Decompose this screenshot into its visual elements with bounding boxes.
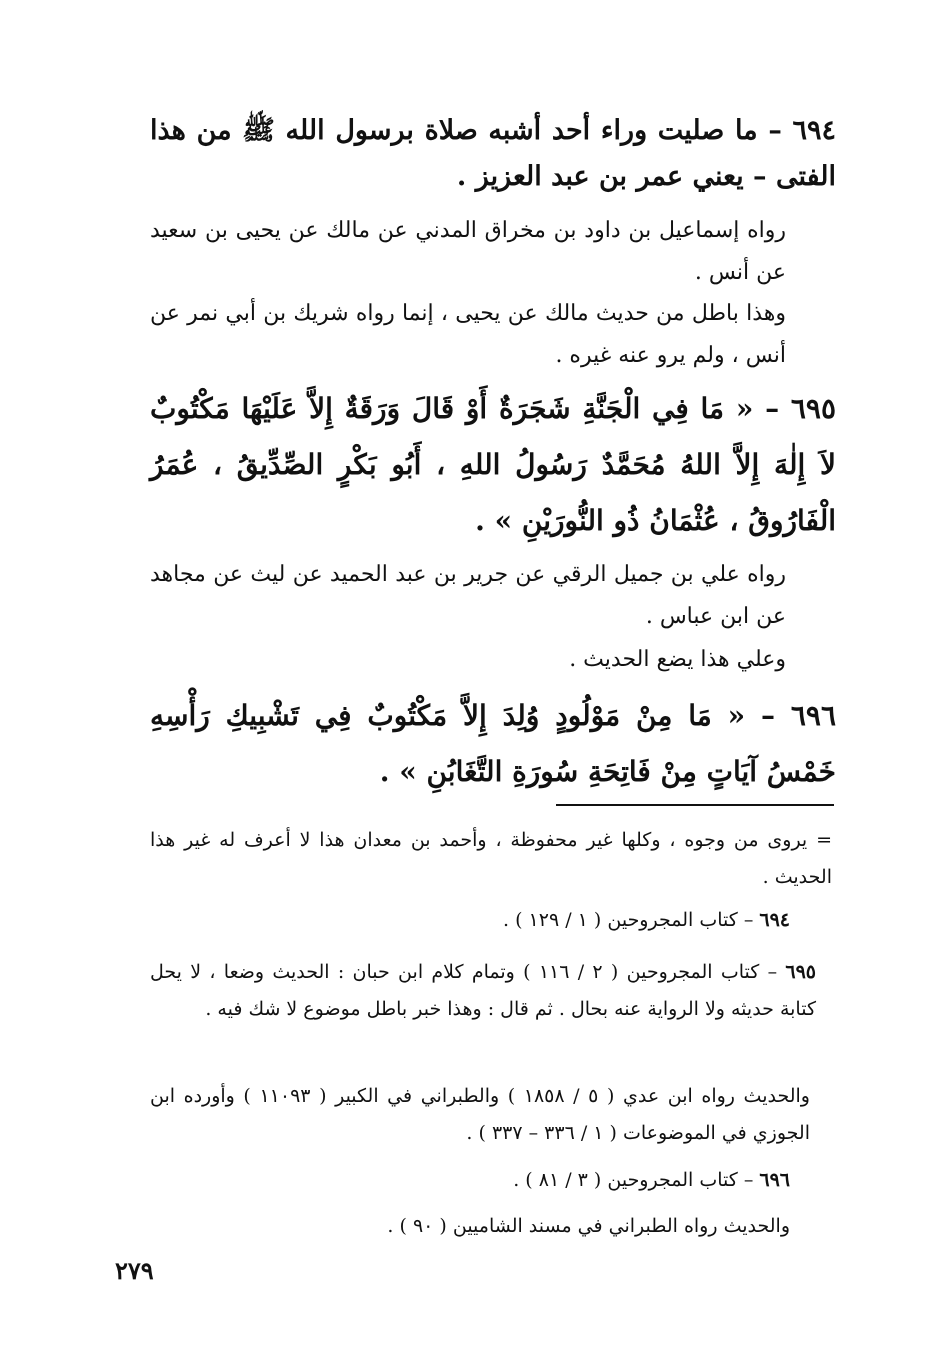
- footnote-696-extra: والحديث رواه الطبراني في مسند الشاميين ( ٩٠ ) .: [387, 1215, 790, 1237]
- footnote-text: كتاب المجروحين ( ٢ / ١١٦ ) وتمام كلام ابن حبان : الحديث وضعا ، لا يحل كتابة حديثه ولا الرواية عنه بحال . ثم قال : وهذا خبر باطل موضوع لا شك فيه .: [150, 961, 816, 1020]
- footnote-696: ٦٩٦ – كتاب المجروحين ( ٣ / ٨١ ) .: [513, 1169, 790, 1191]
- footnote-continuation: = يروى من وجوه ، وكلها غير محفوظة ، وأحمد بن معدان هذا لا أعرف له غير هذا الحديث .: [150, 829, 832, 888]
- hadith-695-note-2: وعلي هذا يضع الحديث .: [569, 647, 786, 672]
- footnote-number: ٦٩٥: [785, 961, 816, 983]
- hadith-694: ٦٩٤ – ما صليت وراء أحد أشبه صلاة برسول الله ﷺ من هذا الفتى – يعني عمر بن عبد العزيز .: [150, 115, 836, 192]
- page-number: ٢٧٩: [115, 1256, 154, 1285]
- hadith-number: ٦٩٤: [792, 115, 836, 146]
- footnote-695-extra: والحديث رواه ابن عدي ( ٥ / ١٨٥٨ ) والطبراني في الكبير ( ١١٠٩٣ ) وأورده ابن الجوزي في الموضوعات ( ١ / ٣٣٦ – ٣٣٧ ) .: [150, 1085, 810, 1144]
- hadith-694-note-1: رواه إسماعيل بن داود بن مخراق المدني عن مالك عن يحيى بن سعيد عن أنس .: [150, 218, 786, 285]
- footnote-separator: [556, 804, 834, 806]
- footnote-text: كتاب المجروحين ( ٣ / ٨١ ) .: [513, 1169, 738, 1191]
- hadith-number: ٦٩٦: [790, 699, 836, 732]
- footnote-number: ٦٩٤: [759, 909, 790, 931]
- hadith-text: ما صليت وراء أحد أشبه صلاة برسول الله ﷺ من هذا الفتى – يعني عمر بن عبد العزيز .: [150, 115, 836, 192]
- hadith-text: « مَا فِي الْجَنَّةِ شَجَرَةٌ أَوْ قَالَ وَرَقَةٌ إِلاَّ عَلَيْهَا مَكْتُوبٌ لاَ إِلٰهَ إِلاَّ اللهُ مُحَمَّدٌ رَسُولُ اللهِ ، أَبُو بَكْرٍ الصِّدِّيقُ ، عُمَرُ الْفَارُوقُ ، عُثْمَانُ ذُو النُّورَيْنِ » .: [150, 392, 836, 537]
- hadith-695: ٦٩٥ – « مَا فِي الْجَنَّةِ شَجَرَةٌ أَوْ قَالَ وَرَقَةٌ إِلاَّ عَلَيْهَا مَكْتُوبٌ لاَ إِلٰهَ إِلاَّ اللهُ مُحَمَّدٌ رَسُولُ اللهِ ، أَبُو بَكْرٍ الصِّدِّيقُ ، عُمَرُ الْفَارُوقُ ، عُثْمَانُ ذُو النُّورَيْنِ » .: [150, 392, 836, 537]
- hadith-number: ٦٩٥: [790, 392, 836, 425]
- footnote-text: كتاب المجروحين ( ١ / ١٢٩ ) .: [503, 909, 738, 931]
- hadith-695-note-1: رواه علي بن جميل الرقي عن جرير بن عبد الحميد عن ليث عن مجاهد عن ابن عباس .: [150, 562, 786, 629]
- footnote-695: ٦٩٥ – كتاب المجروحين ( ٢ / ١١٦ ) وتمام كلام ابن حبان : الحديث وضعا ، لا يحل كتابة حديثه ولا الرواية عنه بحال . ثم قال : وهذا خبر باطل موضوع لا شك فيه .: [150, 961, 816, 1020]
- hadith-694-note-2: وهذا باطل من حديث مالك عن يحيى ، إنما رواه شريك بن أبي نمر عن أنس ، ولم يرو عنه غيره .: [150, 301, 786, 368]
- footnote-694: ٦٩٤ – كتاب المجروحين ( ١ / ١٢٩ ) .: [503, 909, 790, 931]
- hadith-696: ٦٩٦ – « مَا مِنْ مَوْلُودٍ وُلِدَ إِلاَّ مَكْتُوبٌ فِي تَشْبِيكِ رَأْسِهِ خَمْسُ آيَاتٍ مِنْ فَاتِحَةِ سُورَةِ التَّغَابُنِ » .: [150, 699, 836, 788]
- footnote-number: ٦٩٦: [759, 1169, 790, 1191]
- hadith-text: « مَا مِنْ مَوْلُودٍ وُلِدَ إِلاَّ مَكْتُوبٌ فِي تَشْبِيكِ رَأْسِهِ خَمْسُ آيَاتٍ مِنْ فَاتِحَةِ سُورَةِ التَّغَابُنِ » .: [150, 699, 836, 788]
